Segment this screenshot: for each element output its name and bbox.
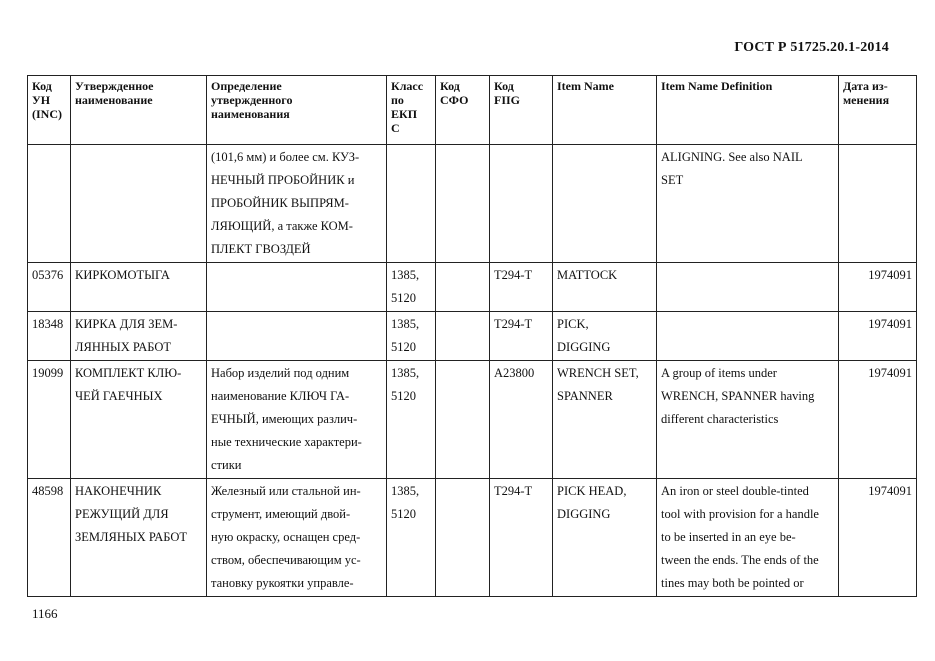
cell-text: Железный или стальной ин- bbox=[211, 484, 361, 498]
cell-text: 1974091 bbox=[868, 268, 912, 282]
item-name-cell bbox=[553, 263, 657, 312]
cell-text: 1974091 bbox=[868, 317, 912, 331]
cell-text: наименование КЛЮЧ ГА- bbox=[211, 389, 350, 403]
fiig-cell bbox=[490, 361, 553, 479]
cell-text: КИРКОМОТЫГА bbox=[75, 268, 170, 282]
header-text: Утвержденное bbox=[75, 79, 154, 93]
cell-text: A group of items under bbox=[661, 366, 777, 380]
cell-text: Набор изделий под одним bbox=[211, 366, 350, 380]
cell-text: 1385, bbox=[391, 268, 420, 282]
fiig-cell bbox=[490, 479, 553, 597]
item-definition-cell bbox=[657, 479, 839, 597]
inc-code-cell bbox=[28, 312, 71, 361]
cell-text: tool with provision for a handle bbox=[661, 507, 819, 521]
definition-cell bbox=[207, 361, 387, 479]
header-text: СФО bbox=[440, 93, 469, 107]
column-item-name-definition bbox=[657, 76, 839, 145]
header-text: Код bbox=[440, 79, 460, 93]
header-text: Код bbox=[32, 79, 52, 93]
header-text: Item Name bbox=[557, 79, 614, 93]
header-text: Код bbox=[494, 79, 514, 93]
table-header-row bbox=[28, 76, 917, 145]
cell-text: 1385, bbox=[391, 484, 420, 498]
item-definition-cell bbox=[657, 145, 839, 263]
date-cell bbox=[839, 145, 917, 263]
cell-text: 19099 bbox=[32, 366, 64, 380]
cell-text: 18348 bbox=[32, 317, 64, 331]
inc-code-cell bbox=[28, 263, 71, 312]
header-text: ЕКП bbox=[391, 107, 418, 121]
inc-code-cell bbox=[28, 361, 71, 479]
catalog-table bbox=[27, 75, 917, 597]
cell-text: tween the ends. The ends of the bbox=[661, 553, 819, 567]
item-definition-cell bbox=[657, 263, 839, 312]
cell-text: ЧЕЙ ГАЕЧНЫХ bbox=[75, 389, 163, 403]
header-text: Класс bbox=[391, 79, 424, 93]
column-inc-code bbox=[28, 76, 71, 145]
sfo-cell bbox=[436, 312, 490, 361]
class-cell bbox=[387, 145, 436, 263]
cell-text: ЛЯННЫХ РАБОТ bbox=[75, 340, 172, 354]
cell-text: SET bbox=[661, 173, 684, 187]
cell-text: ЗЕМЛЯНЫХ РАБОТ bbox=[75, 530, 188, 544]
cell-text: DIGGING bbox=[557, 340, 611, 354]
cell-text: PICK, bbox=[557, 317, 589, 331]
approved-name-cell bbox=[71, 312, 207, 361]
document-header: ГОСТ Р 51725.20.1-2014 bbox=[734, 40, 889, 55]
header-text: Определение bbox=[211, 79, 282, 93]
item-name-cell bbox=[553, 479, 657, 597]
header-text: утвержденного bbox=[211, 93, 293, 107]
class-cell bbox=[387, 479, 436, 597]
cell-text: ную окраску, оснащен сред- bbox=[211, 530, 361, 544]
class-cell bbox=[387, 361, 436, 479]
cell-text: 1385, bbox=[391, 317, 420, 331]
cell-text: tines may both be pointed or bbox=[661, 576, 804, 590]
cell-text: T294-T bbox=[494, 317, 533, 331]
inc-code-cell bbox=[28, 479, 71, 597]
definition-cell bbox=[207, 263, 387, 312]
definition-cell bbox=[207, 145, 387, 263]
item-name-cell bbox=[553, 312, 657, 361]
header-text: (INC) bbox=[32, 107, 62, 121]
cell-text: 5120 bbox=[391, 340, 416, 354]
cell-text: T294-T bbox=[494, 484, 533, 498]
column-name-definition bbox=[207, 76, 387, 145]
cell-text: WRENCH SET, bbox=[557, 366, 639, 380]
table-row bbox=[28, 312, 917, 361]
item-name-cell bbox=[553, 361, 657, 479]
header-text: Item Name Definition bbox=[661, 79, 773, 93]
page-number: 1166 bbox=[32, 606, 58, 621]
table-row bbox=[28, 479, 917, 597]
cell-text: DIGGING bbox=[557, 507, 611, 521]
fiig-cell bbox=[490, 312, 553, 361]
inc-code-cell bbox=[28, 145, 71, 263]
cell-text: 05376 bbox=[32, 268, 64, 282]
cell-text: T294-T bbox=[494, 268, 533, 282]
date-cell bbox=[839, 263, 917, 312]
cell-text: different characteristics bbox=[661, 412, 779, 426]
column-class-ekps bbox=[387, 76, 436, 145]
fiig-cell bbox=[490, 263, 553, 312]
column-item-name bbox=[553, 76, 657, 145]
table-row bbox=[28, 263, 917, 312]
column-approved-name bbox=[71, 76, 207, 145]
header-text: по bbox=[391, 93, 404, 107]
column-change-date bbox=[839, 76, 917, 145]
cell-text: 48598 bbox=[32, 484, 64, 498]
cell-text: 5120 bbox=[391, 507, 416, 521]
header-text: наименования bbox=[211, 107, 290, 121]
class-cell bbox=[387, 312, 436, 361]
cell-text: струмент, имеющий двой- bbox=[211, 507, 351, 521]
column-sfo-code bbox=[436, 76, 490, 145]
cell-text: 1974091 bbox=[868, 366, 912, 380]
cell-text: ПРОБОЙНИК ВЫПРЯМ- bbox=[211, 196, 349, 210]
item-definition-cell bbox=[657, 312, 839, 361]
cell-text: 1385, bbox=[391, 366, 420, 380]
cell-text: 1974091 bbox=[868, 484, 912, 498]
header-text: Дата из- bbox=[843, 79, 888, 93]
sfo-cell bbox=[436, 361, 490, 479]
cell-text: НЕЧНЫЙ ПРОБОЙНИК и bbox=[211, 173, 355, 187]
cell-text: SPANNER bbox=[557, 389, 613, 403]
cell-text: WRENCH, SPANNER having bbox=[661, 389, 815, 403]
header-text: УН bbox=[32, 93, 51, 107]
cell-text: 5120 bbox=[391, 389, 416, 403]
table-body bbox=[28, 145, 917, 597]
header-text: менения bbox=[843, 93, 890, 107]
cell-text: A23800 bbox=[494, 366, 535, 380]
header-text: FIIG bbox=[494, 93, 521, 107]
fiig-cell bbox=[490, 145, 553, 263]
sfo-cell bbox=[436, 145, 490, 263]
date-cell bbox=[839, 479, 917, 597]
approved-name-cell bbox=[71, 263, 207, 312]
sfo-cell bbox=[436, 479, 490, 597]
header-text: С bbox=[391, 121, 400, 135]
definition-cell bbox=[207, 479, 387, 597]
cell-text: РЕЖУЩИЙ ДЛЯ bbox=[75, 507, 169, 521]
cell-text: НАКОНЕЧНИК bbox=[75, 484, 162, 498]
cell-text: PICK HEAD, bbox=[557, 484, 627, 498]
sfo-cell bbox=[436, 263, 490, 312]
cell-text: ALIGNING. See also NAIL bbox=[661, 150, 803, 164]
cell-text: ЛЯЮЩИЙ, а также КОМ- bbox=[211, 219, 353, 233]
table-row bbox=[28, 145, 917, 263]
cell-text: ством, обеспечивающим ус- bbox=[211, 553, 361, 567]
approved-name-cell bbox=[71, 361, 207, 479]
cell-text: ПЛЕКТ ГВОЗДЕЙ bbox=[211, 242, 311, 256]
cell-text: to be inserted in an eye be- bbox=[661, 530, 796, 544]
item-name-cell bbox=[553, 145, 657, 263]
cell-text: An iron or steel double-tinted bbox=[661, 484, 809, 498]
date-cell bbox=[839, 361, 917, 479]
approved-name-cell bbox=[71, 479, 207, 597]
approved-name-cell bbox=[71, 145, 207, 263]
cell-text: ЕЧНЫЙ, имеющих различ- bbox=[211, 412, 358, 426]
cell-text: КИРКА ДЛЯ ЗЕМ- bbox=[75, 317, 178, 331]
table-row bbox=[28, 361, 917, 479]
column-fiig-code bbox=[490, 76, 553, 145]
class-cell bbox=[387, 263, 436, 312]
cell-text: 5120 bbox=[391, 291, 416, 305]
date-cell bbox=[839, 312, 917, 361]
item-definition-cell bbox=[657, 361, 839, 479]
cell-text: стики bbox=[211, 458, 242, 472]
cell-text: (101,6 мм) и более см. КУЗ- bbox=[211, 150, 360, 164]
cell-text: MATTOCK bbox=[557, 268, 618, 282]
header-text: наименование bbox=[75, 93, 153, 107]
cell-text: тановку рукоятки управле- bbox=[211, 576, 354, 590]
definition-cell bbox=[207, 312, 387, 361]
cell-text: ные технические характери- bbox=[211, 435, 362, 449]
cell-text: КОМПЛЕКТ КЛЮ- bbox=[75, 366, 182, 380]
